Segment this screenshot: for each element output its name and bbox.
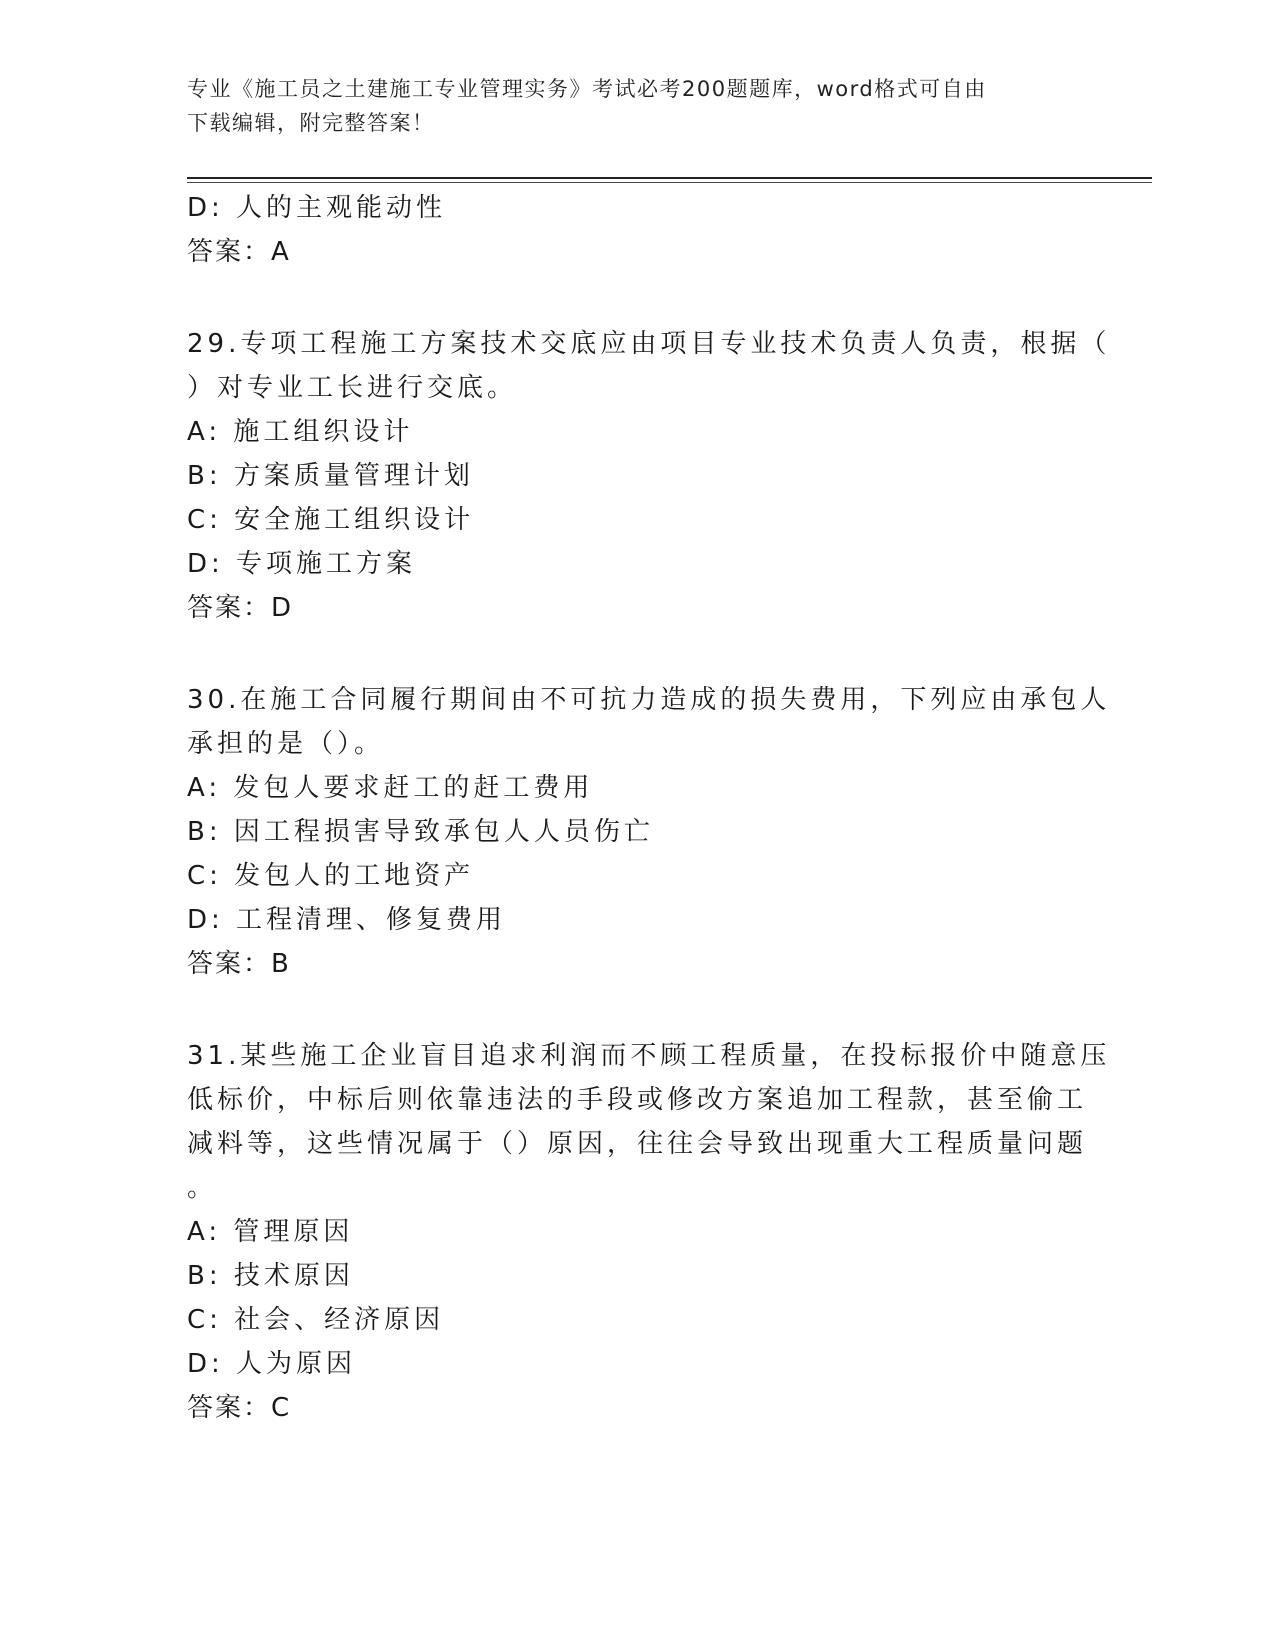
question-31-answer: 答案：C — [187, 1393, 292, 1423]
question-29-answer: 答案：D — [187, 593, 294, 623]
question-30-option-d: D: 工程清理、修复费用 — [187, 905, 507, 935]
question-30-option-b: B: 因工程损害导致承包人人员伤亡 — [187, 817, 654, 847]
header-divider — [187, 177, 1152, 179]
question-31-stem-line-3: 减料等，这些情况属于（）原因，往往会导致出现重大工程质量问题 — [187, 1129, 1088, 1159]
answer-prev: 答案：A — [187, 237, 291, 267]
header-title-line-2: 下载编辑，附完整答案！ — [187, 111, 435, 135]
question-29-stem-line-2: ）对专业工长进行交底。 — [187, 373, 518, 403]
option-d-prev: D: 人的主观能动性 — [187, 193, 447, 223]
question-31-option-d: D: 人为原因 — [187, 1349, 357, 1379]
question-30-option-c: C: 发包人的工地资产 — [187, 861, 475, 891]
header-title-line-1: 专业《施工员之土建施工专业管理实务》考试必考200题题库，word格式可自由 — [187, 77, 987, 101]
question-29-stem-line-1: 29.专项工程施工方案技术交底应由项目专业技术负责人负责，根据（ — [187, 329, 1111, 359]
question-31-stem-line-1: 31.某些施工企业盲目追求利润而不顾工程质量，在投标报价中随意压 — [187, 1041, 1111, 1071]
question-31-option-b: B: 技术原因 — [187, 1261, 354, 1291]
question-31-option-c: C: 社会、经济原因 — [187, 1305, 445, 1335]
page-header — [187, 72, 1067, 140]
question-30-option-a: A: 发包人要求赶工的赶工费用 — [187, 773, 594, 803]
question-30-answer: 答案：B — [187, 949, 291, 979]
question-29-option-d: D: 专项施工方案 — [187, 549, 417, 579]
question-30-stem-line-1: 30.在施工合同履行期间由不可抗力造成的损失费用，下列应由承包人 — [187, 685, 1111, 715]
question-29-option-c: C: 安全施工组织设计 — [187, 505, 475, 535]
question-31-stem-line-4: 。 — [187, 1173, 218, 1203]
question-30-stem-line-2: 承担的是（）。 — [187, 729, 385, 759]
question-31-option-a: A: 管理原因 — [187, 1217, 354, 1247]
question-31-stem-line-2: 低标价，中标后则依靠违法的手段或修改方案追加工程款，甚至偷工 — [187, 1085, 1088, 1115]
question-29-option-b: B: 方案质量管理计划 — [187, 461, 474, 491]
header-divider-thin — [187, 182, 1152, 183]
question-29-option-a: A: 施工组织设计 — [187, 417, 414, 447]
